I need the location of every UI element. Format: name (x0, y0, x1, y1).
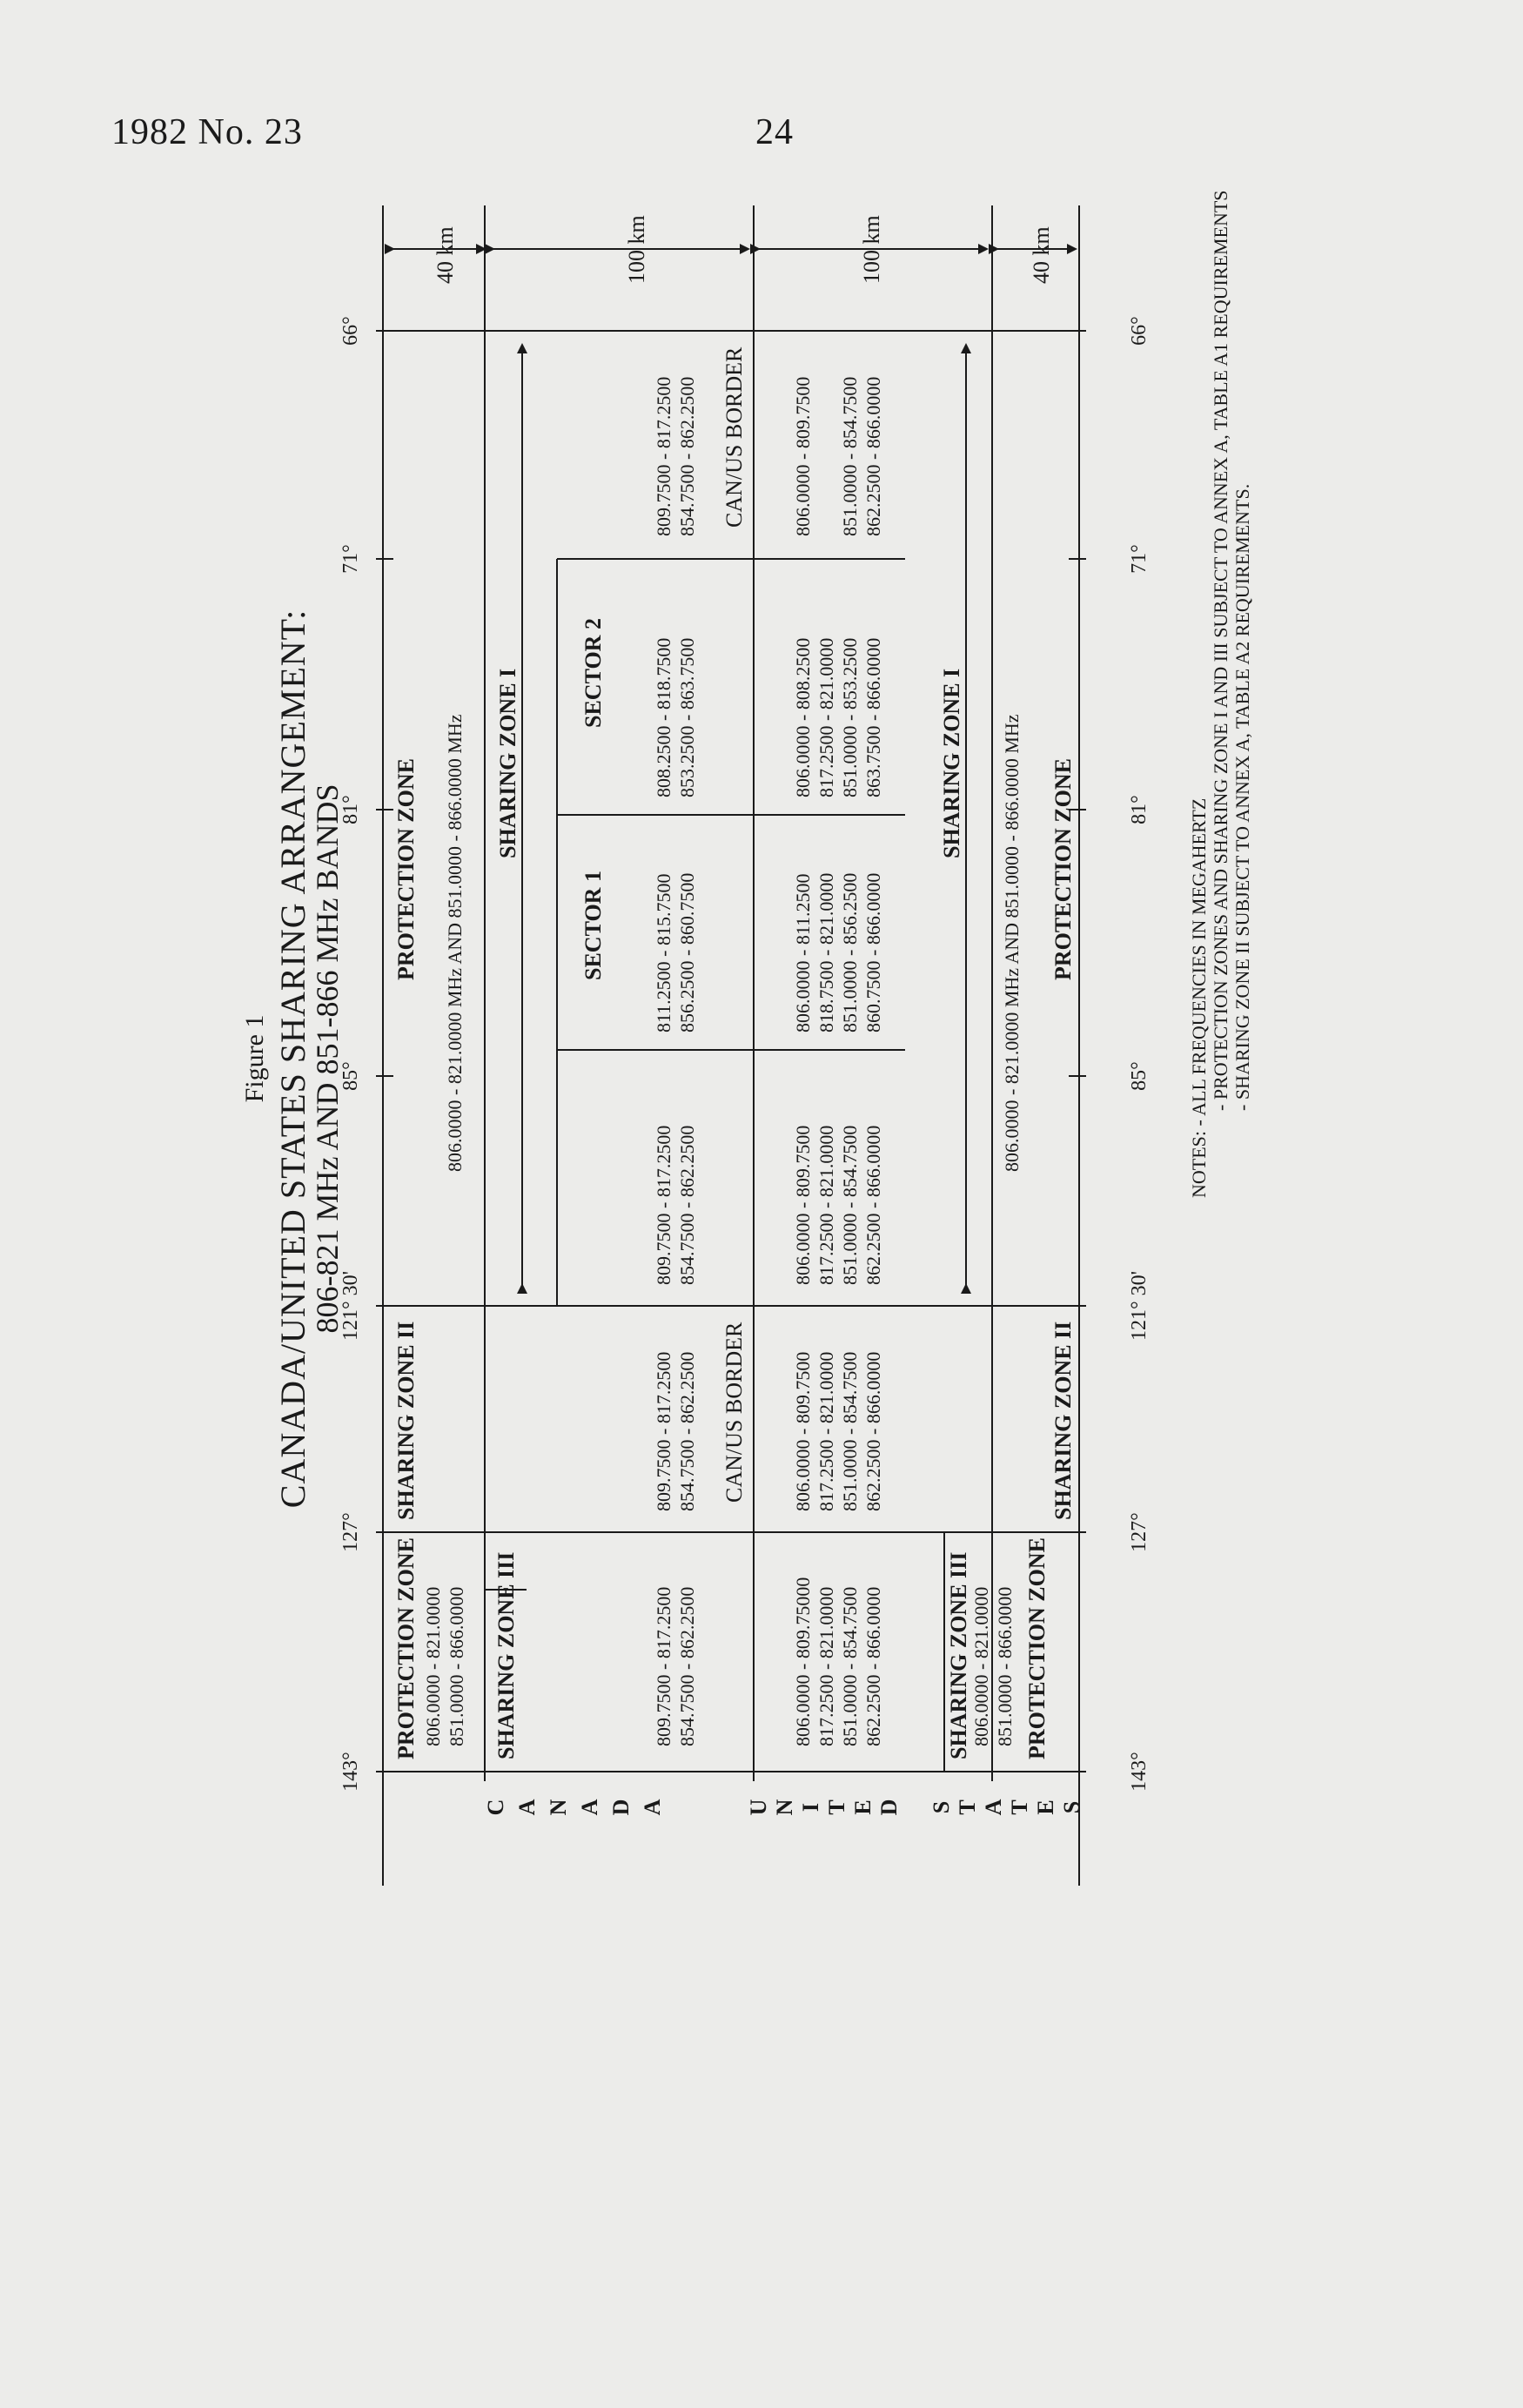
freq-us-szIII-1: 806.0000 - 821.0000 (970, 1586, 992, 1746)
zone-sharing-iii-us: SHARING ZONE III (946, 1551, 971, 1759)
freq-us-col5-1: 817.2500 - 821.0000 (815, 637, 837, 797)
country-letter-us-11: E (1033, 1799, 1058, 1815)
country-letter-us-10: T (1007, 1799, 1032, 1815)
freq-ca-szII-2: 854.7500 - 862.2500 (676, 1351, 698, 1511)
page-number: 24 (755, 112, 794, 152)
zone-sharing-ii-us: SHARING ZONE II (1050, 1321, 1076, 1520)
freq-us-col1-2: 851.0000 - 854.7500 (839, 1586, 861, 1746)
freq-us-col5-3: 863.7500 - 866.0000 (862, 637, 884, 797)
country-letter-ca-3: A (577, 1799, 602, 1816)
freq-pz-bottom-main: 806.0000 - 821.0000 MHz AND 851.0000 - 866.0000 MHz (1001, 714, 1023, 1172)
longitude-121-top: 121° 30' (339, 1271, 362, 1341)
distance-bottom: 40 km (1029, 226, 1054, 284)
figure-title-line1: CANADA/UNITED STATES SHARING ARRANGEMENT: (273, 609, 312, 1509)
longitude-71-top: 71° (339, 544, 362, 574)
country-letter-us-1: N (772, 1799, 797, 1816)
freq-us-col4-3: 860.7500 - 866.0000 (862, 872, 884, 1032)
sector-1-label: SECTOR 1 (580, 871, 606, 980)
longitude-121-bottom: 121° 30' (1128, 1271, 1151, 1341)
longitude-66-bottom: 66° (1128, 316, 1151, 346)
longitude-85-top: 85° (339, 1061, 362, 1091)
country-letter-us-5: D (876, 1799, 902, 1816)
longitude-143-top: 143° (339, 1752, 362, 1792)
freq-pz-left-1: 806.0000 - 821.0000 (422, 1586, 444, 1746)
freq-us-col3-3: 862.2500 - 866.0000 (862, 1125, 884, 1285)
country-letter-ca-5: A (640, 1799, 665, 1816)
freq-us-col2-3: 862.2500 - 866.0000 (862, 1351, 884, 1511)
freq-us-col3-2: 851.0000 - 854.7500 (839, 1125, 861, 1285)
country-letter-us-12: S (1059, 1800, 1084, 1814)
note-line-2: - PROTECTION ZONES AND SHARING ZONE I AND III SUBJECT TO ANNEX A, TABLE A1 REQUIREMENTS (1210, 190, 1231, 1111)
zone-sharing-ii-ca: SHARING ZONE II (393, 1321, 419, 1520)
freq-ca-s2-1: 808.2500 - 818.7500 (653, 637, 674, 797)
freq-ca-east-2: 854.7500 - 862.2500 (676, 376, 698, 536)
freq-us-col1-0: 806.0000 - 809.75000 (792, 1577, 814, 1746)
freq-ca-szIII-2: 854.7500 - 862.2500 (676, 1586, 698, 1746)
freq-us-col2-0: 806.0000 - 809.7500 (792, 1351, 814, 1511)
country-letter-us-3: T (824, 1799, 849, 1815)
country-letter-ca-1: A (514, 1799, 540, 1816)
freq-us-col3-0: 806.0000 - 809.7500 (792, 1125, 814, 1285)
zone-sharing-i-ca: SHARING ZONE I (495, 668, 520, 858)
country-letter-ca-2: N (546, 1799, 571, 1816)
figure-label: Figure 1 (240, 1014, 269, 1103)
longitude-81-bottom: 81° (1128, 795, 1151, 824)
freq-ca-mid-2: 854.7500 - 862.2500 (676, 1125, 698, 1285)
freq-us-col4-2: 851.0000 - 856.2500 (839, 872, 861, 1032)
country-letter-ca-4: D (608, 1799, 634, 1816)
longitude-81-top: 81° (339, 795, 362, 824)
freq-ca-s1-2: 856.2500 - 860.7500 (676, 872, 698, 1032)
figure-title-line2: 806-821 MHz AND 851-866 MHz BANDS (310, 784, 345, 1334)
country-letter-us-4: E (850, 1799, 876, 1815)
country-letter-ca-0: C (483, 1799, 508, 1816)
country-letter-us-7: S (929, 1800, 954, 1814)
freq-us-col2-2: 851.0000 - 854.7500 (839, 1351, 861, 1511)
freq-us-col1-1: 817.2500 - 821.0000 (815, 1586, 837, 1746)
longitude-85-bottom: 85° (1128, 1061, 1151, 1091)
freq-us-col4-0: 806.0000 - 811.2500 (792, 873, 814, 1032)
zone-protection-us-left: PROTECTION ZONE (1024, 1537, 1050, 1759)
freq-us-szIII-2: 851.0000 - 866.0000 (994, 1586, 1016, 1746)
sector-2-label: SECTOR 2 (580, 618, 606, 728)
freq-us-col5-0: 806.0000 - 808.2500 (792, 637, 814, 797)
border-label-east: CAN/US BORDER (721, 346, 747, 528)
longitude-143-bottom: 143° (1128, 1752, 1151, 1792)
freq-pz-top-main: 806.0000 - 821.0000 MHz AND 851.0000 - 866.0000 MHz (444, 714, 466, 1172)
zone-protection-us-main: PROTECTION ZONE (1050, 758, 1076, 980)
country-letter-us-2: I (798, 1802, 823, 1813)
country-letter-us-0: U (746, 1799, 771, 1816)
freq-us-col1-3: 862.2500 - 866.0000 (862, 1586, 884, 1746)
freq-ca-szII-1: 809.7500 - 817.2500 (653, 1351, 674, 1511)
freq-us-col5-2: 851.0000 - 853.2500 (839, 637, 861, 797)
distance-mid-top: 100 km (624, 215, 649, 284)
zone-protection-ca-left: PROTECTION ZONE (393, 1537, 419, 1759)
freq-us-col3-1: 817.2500 - 821.0000 (815, 1125, 837, 1285)
longitude-71-bottom: 71° (1128, 544, 1151, 574)
zone-sharing-iii-ca: SHARING ZONE III (493, 1551, 519, 1759)
zone-protection-ca-main: PROTECTION ZONE (393, 758, 419, 980)
document-year-number: 1982 No. 23 (111, 112, 303, 152)
country-letter-us-8: T (955, 1799, 980, 1815)
longitude-127-bottom: 127° (1128, 1512, 1151, 1552)
freq-pz-left-2: 851.0000 - 866.0000 (446, 1586, 467, 1746)
freq-ca-east-1: 809.7500 - 817.2500 (653, 376, 674, 536)
freq-us-col4-1: 818.7500 - 821.0000 (815, 872, 837, 1032)
freq-ca-szIII-1: 809.7500 - 817.2500 (653, 1586, 674, 1746)
longitude-66-top: 66° (339, 316, 362, 346)
distance-mid-bottom: 100 km (859, 215, 884, 284)
freq-ca-s1-1: 811.2500 - 815.7500 (653, 873, 674, 1032)
freq-us-col6-b1: 862.2500 - 866.0000 (862, 376, 884, 536)
longitude-127-top: 127° (339, 1512, 362, 1552)
country-letter-us-9: A (981, 1799, 1006, 1816)
freq-ca-mid-1: 809.7500 - 817.2500 (653, 1125, 674, 1285)
note-line-1: NOTES: - ALL FREQUENCIES IN MEGAHERTZ (1188, 797, 1210, 1198)
freq-us-col6-a: 806.0000 - 809.7500 (792, 376, 814, 536)
freq-ca-s2-2: 853.2500 - 863.7500 (676, 637, 698, 797)
border-label-west: CAN/US BORDER (721, 1322, 747, 1503)
freq-us-col2-1: 817.2500 - 821.0000 (815, 1351, 837, 1511)
note-line-3: - SHARING ZONE II SUBJECT TO ANNEX A, TABLE A2 REQUIREMENTS. (1231, 483, 1253, 1111)
distance-top: 40 km (433, 226, 458, 284)
zone-sharing-i-us: SHARING ZONE I (939, 668, 964, 858)
freq-us-col6-b0: 851.0000 - 854.7500 (839, 376, 861, 536)
